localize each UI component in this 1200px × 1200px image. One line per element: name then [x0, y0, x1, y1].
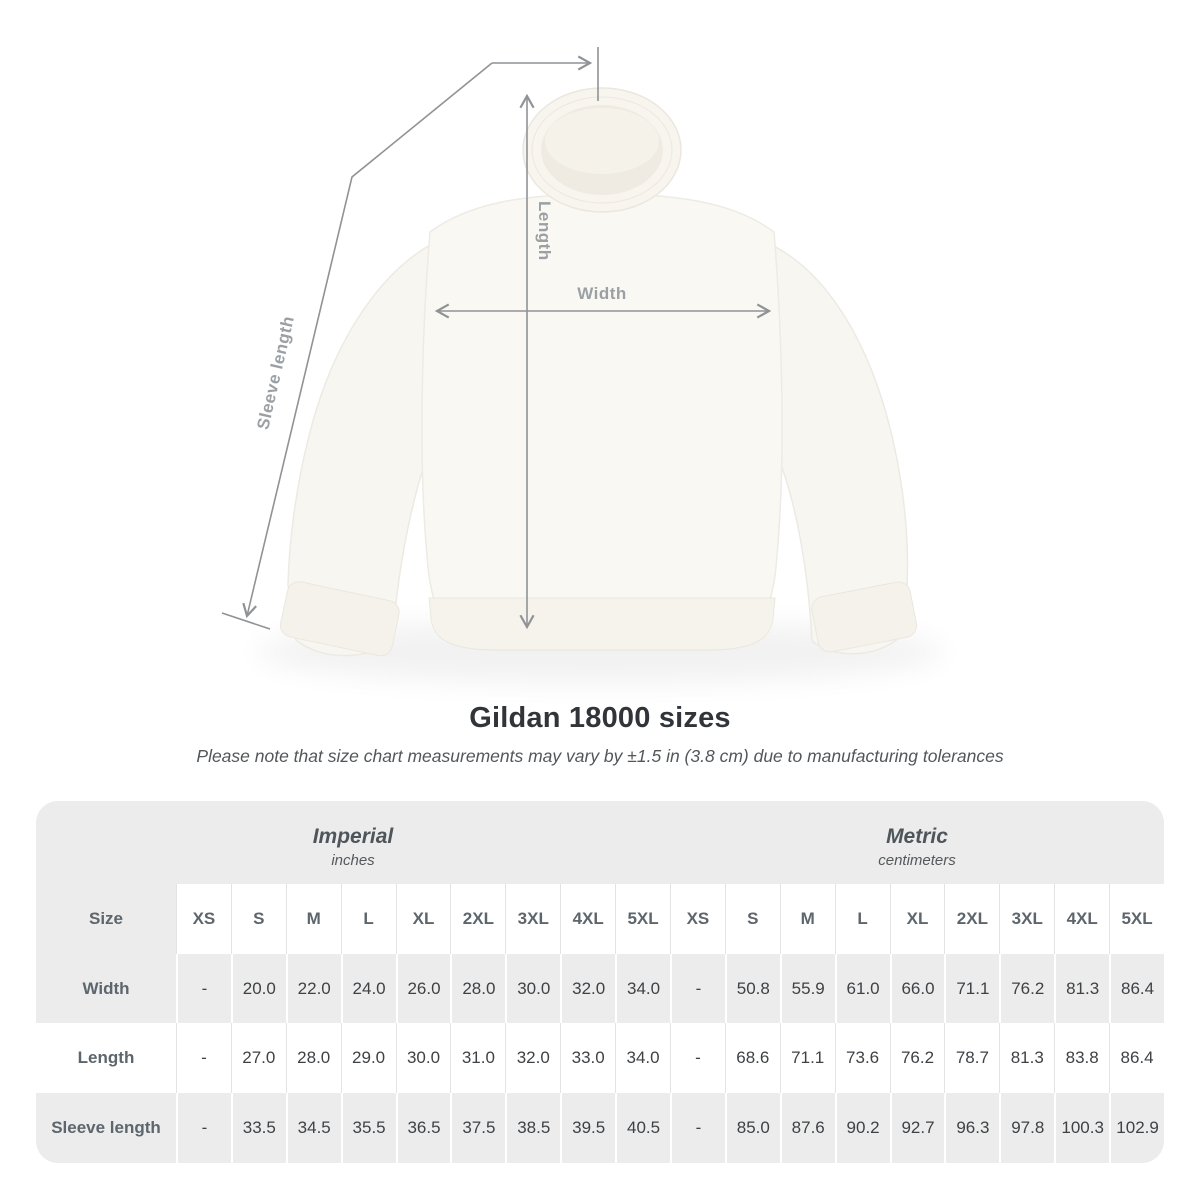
value-cell: 33.5 — [231, 1093, 286, 1163]
row-label: Sleeve length — [51, 1117, 161, 1137]
value-cell: 24.0 — [341, 954, 396, 1024]
row-label: Length — [36, 1023, 176, 1093]
length-label: Length — [535, 201, 554, 261]
size-col-header-imperial: 3XL — [505, 884, 560, 954]
value-cell: 40.5 — [615, 1093, 670, 1163]
unit-header-row — [36, 801, 1164, 884]
value-cell: 100.3 — [1054, 1093, 1109, 1163]
value-cell: 34.0 — [615, 954, 670, 1024]
tolerance-note: Please note that size chart measurements may vary by ±1.5 in (3.8 cm) due to manufacturing tolerances — [196, 746, 1004, 766]
size-col-header-metric: 4XL — [1054, 884, 1109, 954]
value-cell: 30.0 — [505, 954, 560, 1024]
value-cell: - — [670, 1093, 725, 1163]
value-cell: 61.0 — [835, 954, 890, 1024]
value-cell: 27.0 — [231, 1023, 286, 1093]
size-col-header-imperial: S — [231, 884, 286, 954]
size-col-header-metric: 2XL — [944, 884, 999, 954]
size-col-header-imperial: XL — [396, 884, 451, 954]
value-cell: 96.3 — [944, 1093, 999, 1163]
value-cell: 38.5 — [505, 1093, 560, 1163]
value-cell: 29.0 — [341, 1023, 396, 1093]
row-label: Width — [82, 978, 130, 998]
value-cell: 76.2 — [999, 954, 1054, 1024]
width-label: Width — [577, 284, 627, 303]
hem-band — [429, 598, 775, 650]
value-cell: 81.3 — [999, 1023, 1054, 1093]
size-col-header-metric: M — [780, 884, 835, 954]
value-cell: 92.7 — [890, 1093, 945, 1163]
value-cell: - — [176, 1023, 231, 1093]
value-cell: - — [670, 954, 725, 1024]
value-cell: 37.5 — [450, 1093, 505, 1163]
size-col-header-imperial: 2XL — [450, 884, 505, 954]
value-cell: 71.1 — [944, 954, 999, 1024]
value-cell: 78.7 — [944, 1023, 999, 1093]
value-cell: 34.5 — [286, 1093, 341, 1163]
value-cell: 87.6 — [780, 1093, 835, 1163]
size-col-header-imperial: 4XL — [560, 884, 615, 954]
page-title: Gildan 18000 sizes — [469, 702, 731, 734]
value-cell: 71.1 — [780, 1023, 835, 1093]
value-cell: 83.8 — [1054, 1023, 1109, 1093]
value-cell: 20.0 — [231, 954, 286, 1024]
cuff-tick — [222, 613, 270, 629]
value-cell: 34.0 — [615, 1023, 670, 1093]
value-cell: 31.0 — [450, 1023, 505, 1093]
value-cell: 68.6 — [725, 1023, 780, 1093]
value-cell: 32.0 — [505, 1023, 560, 1093]
value-cell: 90.2 — [835, 1093, 890, 1163]
value-cell: 39.5 — [560, 1093, 615, 1163]
value-cell: 33.0 — [560, 1023, 615, 1093]
value-cell: 86.4 — [1109, 954, 1164, 1024]
size-col-header-imperial: M — [286, 884, 341, 954]
size-chart-table — [36, 801, 1164, 1163]
size-col-header-metric: L — [835, 884, 890, 954]
value-cell: - — [670, 1023, 725, 1093]
value-cell: 35.5 — [341, 1093, 396, 1163]
value-cell: 28.0 — [286, 1023, 341, 1093]
value-cell: 30.0 — [396, 1023, 451, 1093]
value-cell: 22.0 — [286, 954, 341, 1024]
value-cell: 28.0 — [450, 954, 505, 1024]
size-col-header-imperial: L — [341, 884, 396, 954]
value-cell: 50.8 — [725, 954, 780, 1024]
metric-unit: centimeters — [878, 851, 956, 869]
sleeve-length-label: Sleeve length — [253, 314, 298, 432]
size-grid — [36, 884, 1164, 1163]
value-cell: 81.3 — [1054, 954, 1109, 1024]
imperial-header — [36, 801, 670, 884]
size-col-header-imperial: XS — [176, 884, 231, 954]
sweatshirt-body — [422, 194, 782, 650]
value-cell: 26.0 — [396, 954, 451, 1024]
size-col-header-metric: 3XL — [999, 884, 1054, 954]
metric-title: Metric — [886, 824, 948, 848]
value-cell: 55.9 — [780, 954, 835, 1024]
value-cell: 85.0 — [725, 1093, 780, 1163]
sweatshirt-illustration — [278, 88, 918, 658]
value-cell: 102.9 — [1109, 1093, 1164, 1163]
value-cell: 32.0 — [560, 954, 615, 1024]
imperial-title: Imperial — [312, 824, 394, 848]
metric-header — [670, 801, 1164, 884]
collar-back — [545, 108, 659, 174]
imperial-unit: inches — [331, 851, 375, 869]
value-cell: 36.5 — [396, 1093, 451, 1163]
value-cell: 86.4 — [1109, 1023, 1164, 1093]
value-cell: 66.0 — [890, 954, 945, 1024]
value-cell: 76.2 — [890, 1023, 945, 1093]
size-header-cell: Size — [88, 908, 124, 928]
value-cell: - — [176, 1093, 231, 1163]
size-col-header-imperial: 5XL — [615, 884, 670, 954]
value-cell: - — [176, 954, 231, 1024]
value-cell: 73.6 — [835, 1023, 890, 1093]
size-col-header-metric: 5XL — [1109, 884, 1164, 954]
value-cell: 97.8 — [999, 1093, 1054, 1163]
size-col-header-metric: XS — [670, 884, 725, 954]
size-col-header-metric: XL — [890, 884, 945, 954]
size-col-header-metric: S — [725, 884, 780, 954]
